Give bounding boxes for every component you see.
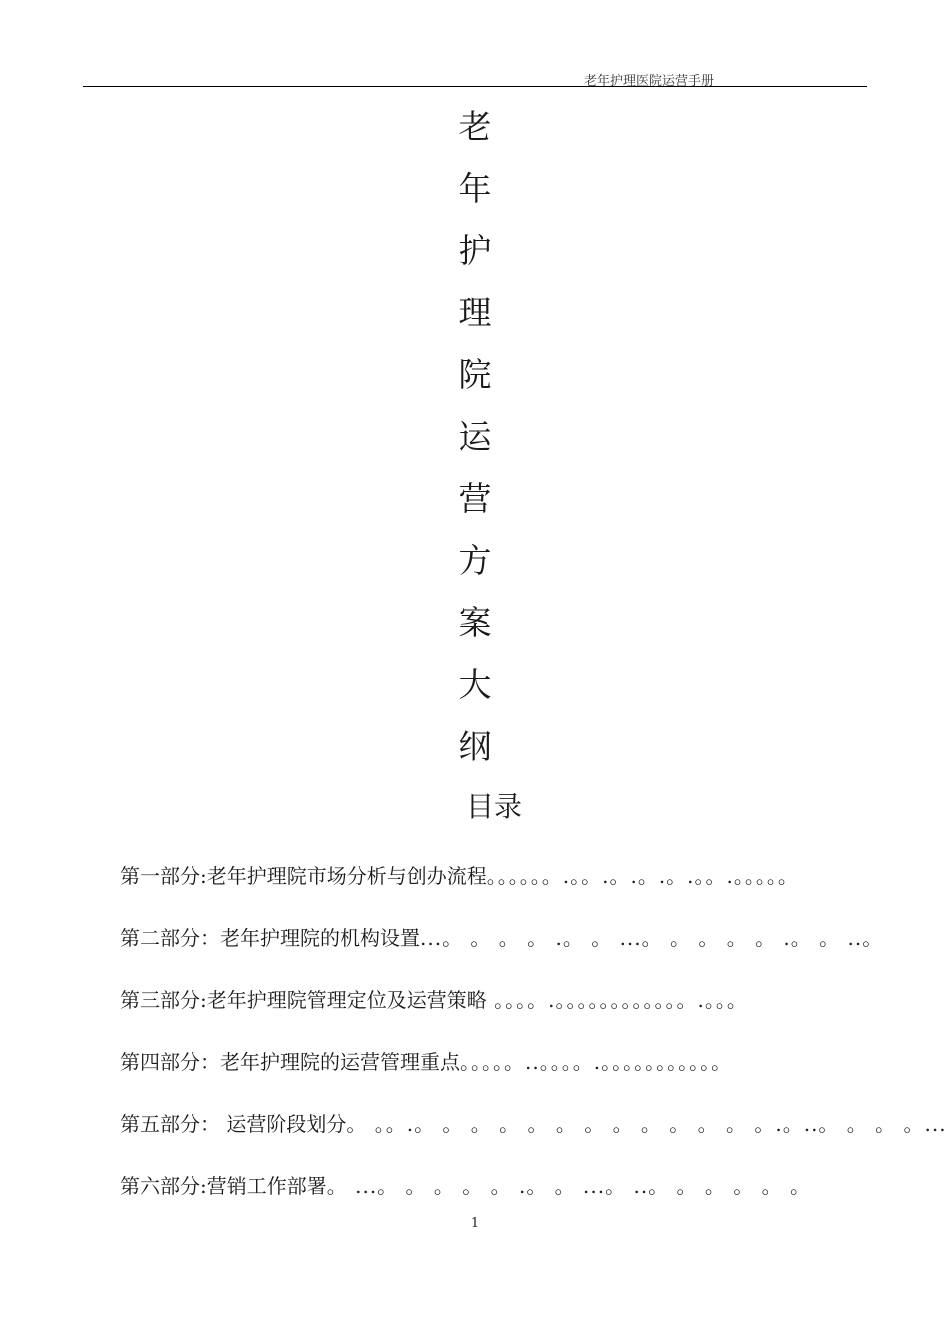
table-of-contents [120, 858, 947, 1230]
toc-entry[interactable] [120, 1106, 947, 1168]
toc-entry-leader: ...。 。 。 。 .。 。 ...。 。 。 。 。 .。 。 ..。 [420, 926, 884, 950]
toc-heading: 目录 [465, 790, 522, 823]
toc-entry-label: 第六部分:营销工作部署 [120, 1174, 327, 1198]
toc-entry-leader: 。。。。。..。。。。.。。。。。。。。。。。 [460, 1050, 733, 1074]
toc-entry-label: 第五部分： 运营阶段划分 [120, 1112, 347, 1136]
toc-entry[interactable] [120, 920, 884, 982]
toc-entry-leader: 。 ...。 。 。 。 。 .。 。 ...。 ..。 。 。 。 。 。 [326, 1174, 811, 1198]
toc-entry-label: 第四部分：老年护理院的运营管理重点 [120, 1050, 460, 1074]
title-char: 案 [458, 603, 492, 642]
toc-entry[interactable] [120, 858, 865, 920]
title-char: 老 [458, 107, 492, 146]
title-char: 运 [458, 417, 492, 456]
page-number: 1 [470, 1216, 480, 1231]
toc-entry-leader: 。 。。.。 。 。 。 。 。 。 。 。 。 。 。 。.。..。 。 。 。... [346, 1112, 947, 1136]
title-char: 护 [458, 231, 492, 270]
toc-entry[interactable] [120, 1044, 865, 1106]
toc-entry[interactable] [120, 982, 865, 1044]
running-header: 老年护理医院运营手册 [584, 74, 715, 89]
title-char: 院 [458, 355, 492, 394]
document-title [440, 96, 510, 778]
toc-entry[interactable] [120, 1168, 865, 1230]
toc-entry-leader: 。。。。。。.。。.。.。.。.。。.。。。。。 [486, 864, 799, 888]
title-char: 营 [458, 479, 492, 518]
toc-entry-leader: 。。。。.。。。。。。。。。。。。.。。。 [486, 988, 748, 1012]
title-char: 年 [458, 169, 492, 208]
toc-entry-label: 第一部分:老年护理院市场分析与创办流程 [120, 864, 487, 888]
toc-entry-label: 第二部分：老年护理院的机构设置 [120, 926, 420, 950]
title-char: 理 [458, 293, 492, 332]
title-char: 纲 [458, 727, 492, 766]
title-char: 大 [458, 665, 492, 704]
toc-entry-label: 第三部分:老年护理院管理定位及运营策略 [120, 988, 487, 1012]
title-char: 方 [458, 541, 492, 580]
header-divider [83, 86, 867, 87]
